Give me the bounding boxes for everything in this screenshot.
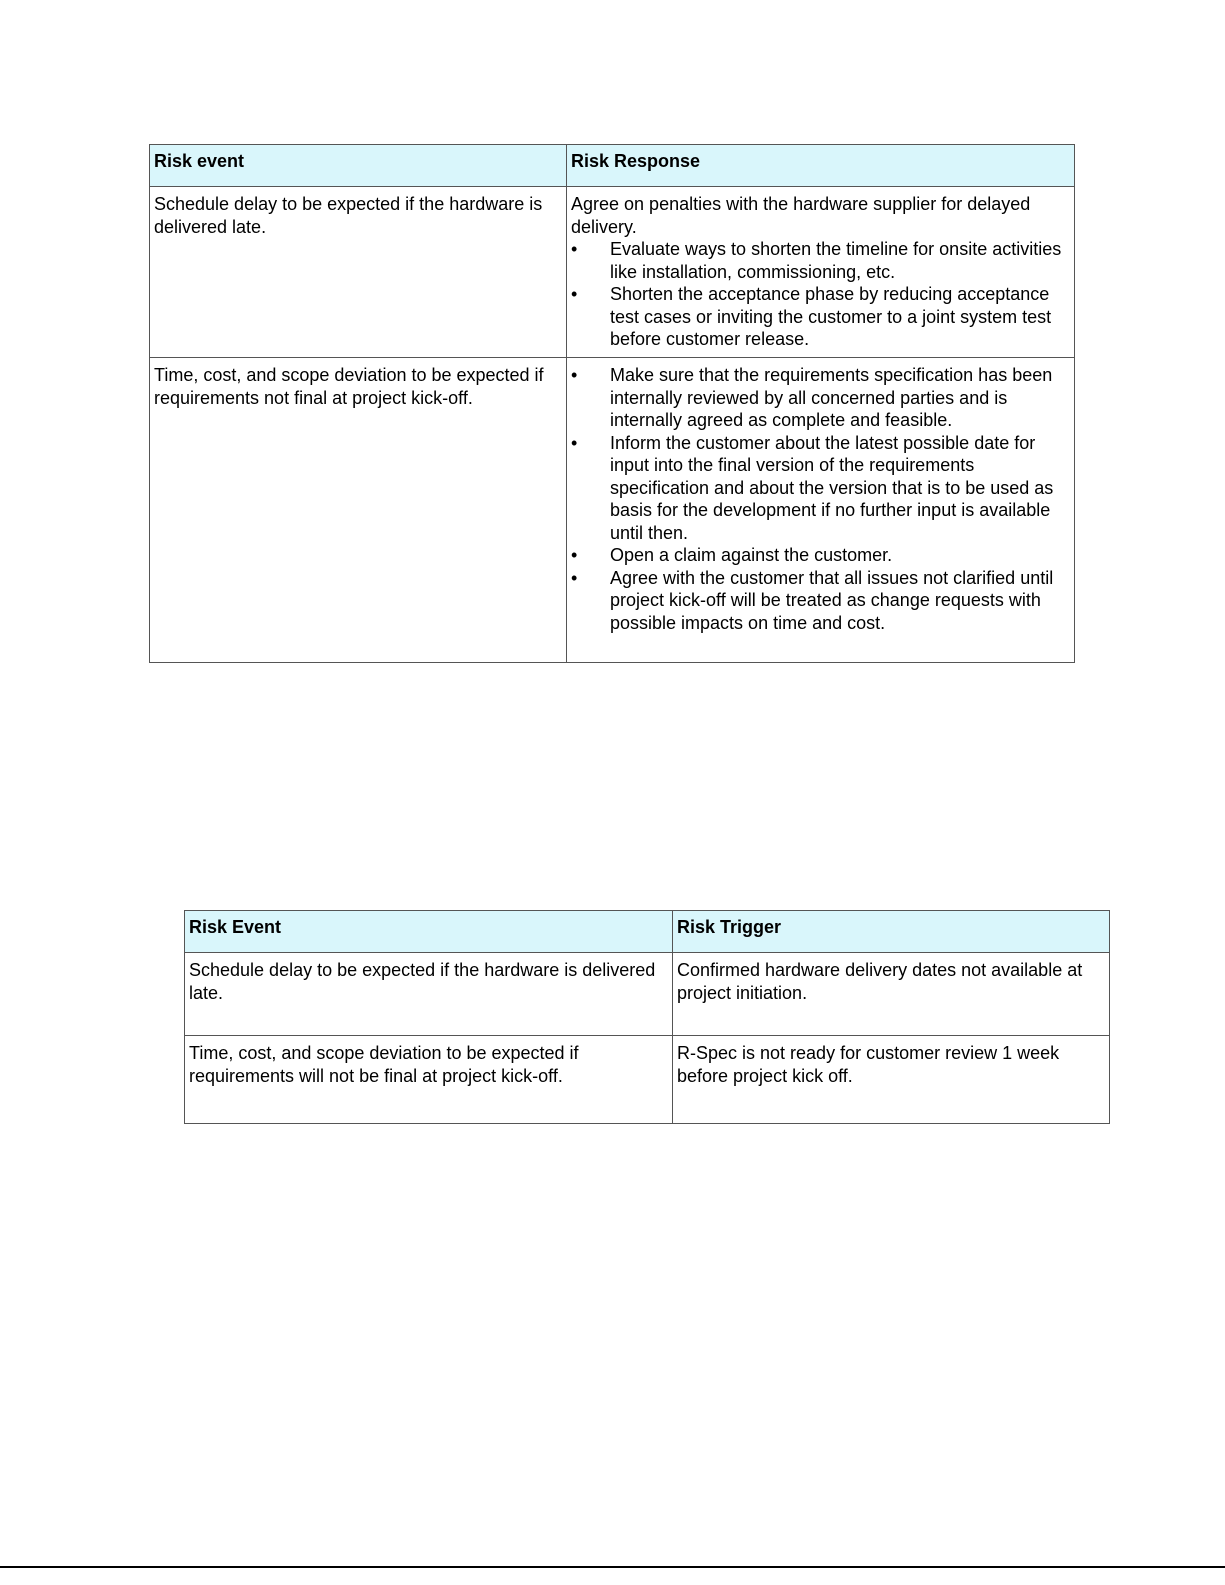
bullet-icon: • [571,239,578,259]
bullet-text: Open a claim against the customer. [610,545,893,565]
bullet-icon: • [571,365,578,385]
table-row [185,1036,1110,1124]
list-item [571,432,1070,545]
list-item [571,544,1070,567]
risk-event-cell: Schedule delay to be expected if the hardware is delivered late. [150,187,567,358]
bullet-text: Evaluate ways to shorten the timeline for onsite activities like installation, commissioning, etc. [610,239,1062,282]
bullet-icon: • [571,545,578,565]
risk-trigger-cell: Confirmed hardware delivery dates not available at project initiation. [673,953,1110,1036]
bullet-icon: • [571,432,578,453]
header-risk-trigger: Risk Trigger [673,911,1110,953]
header-risk-response: Risk Response [567,145,1075,187]
list-item [571,567,1070,635]
table-row [185,953,1110,1036]
header-risk-event: Risk event [150,145,567,187]
table-row [150,187,1075,358]
bullet-text: Inform the customer about the latest possible date for input into the final version of the requirements specification and about the version that is to be used as basis for the development if no further input is available until then. [610,432,1054,543]
risk-response-cell [567,358,1075,663]
bullet-icon: • [571,284,578,304]
response-bullet-list [571,364,1070,634]
response-intro: Agree on penalties with the hardware supplier for delayed delivery. [571,194,1031,237]
risk-response-cell [567,187,1075,358]
risk-event-cell: Time, cost, and scope deviation to be expected if requirements will not be final at project kick-off. [185,1036,673,1124]
risk-event-cell: Time, cost, and scope deviation to be expected if requirements not final at project kick-off. [150,358,567,663]
table-row [150,358,1075,663]
list-item [571,238,1070,283]
bullet-icon: • [571,567,578,588]
bullet-text: Make sure that the requirements specification has been internally reviewed by all concerned parties and is internally agreed as complete and feasible. [610,365,1053,430]
table-header-row [150,145,1075,187]
risk-response-table [149,144,1075,663]
bullet-text: Agree with the customer that all issues not clarified until project kick-off will be treated as change requests with possible impacts on time and cost. [610,567,1054,633]
list-item [571,364,1070,432]
header-risk-event: Risk Event [185,911,673,953]
risk-event-cell: Schedule delay to be expected if the hardware is delivered late. [185,953,673,1036]
table-header-row [185,911,1110,953]
list-item [571,283,1070,351]
response-bullet-list [571,238,1070,351]
bullet-text: Shorten the acceptance phase by reducing acceptance test cases or inviting the customer to a joint system test before customer release. [610,284,1052,349]
risk-trigger-cell: R-Spec is not ready for customer review 1 week before project kick off. [673,1036,1110,1124]
page-bottom-divider [0,1566,1225,1568]
risk-trigger-table [184,910,1110,1124]
